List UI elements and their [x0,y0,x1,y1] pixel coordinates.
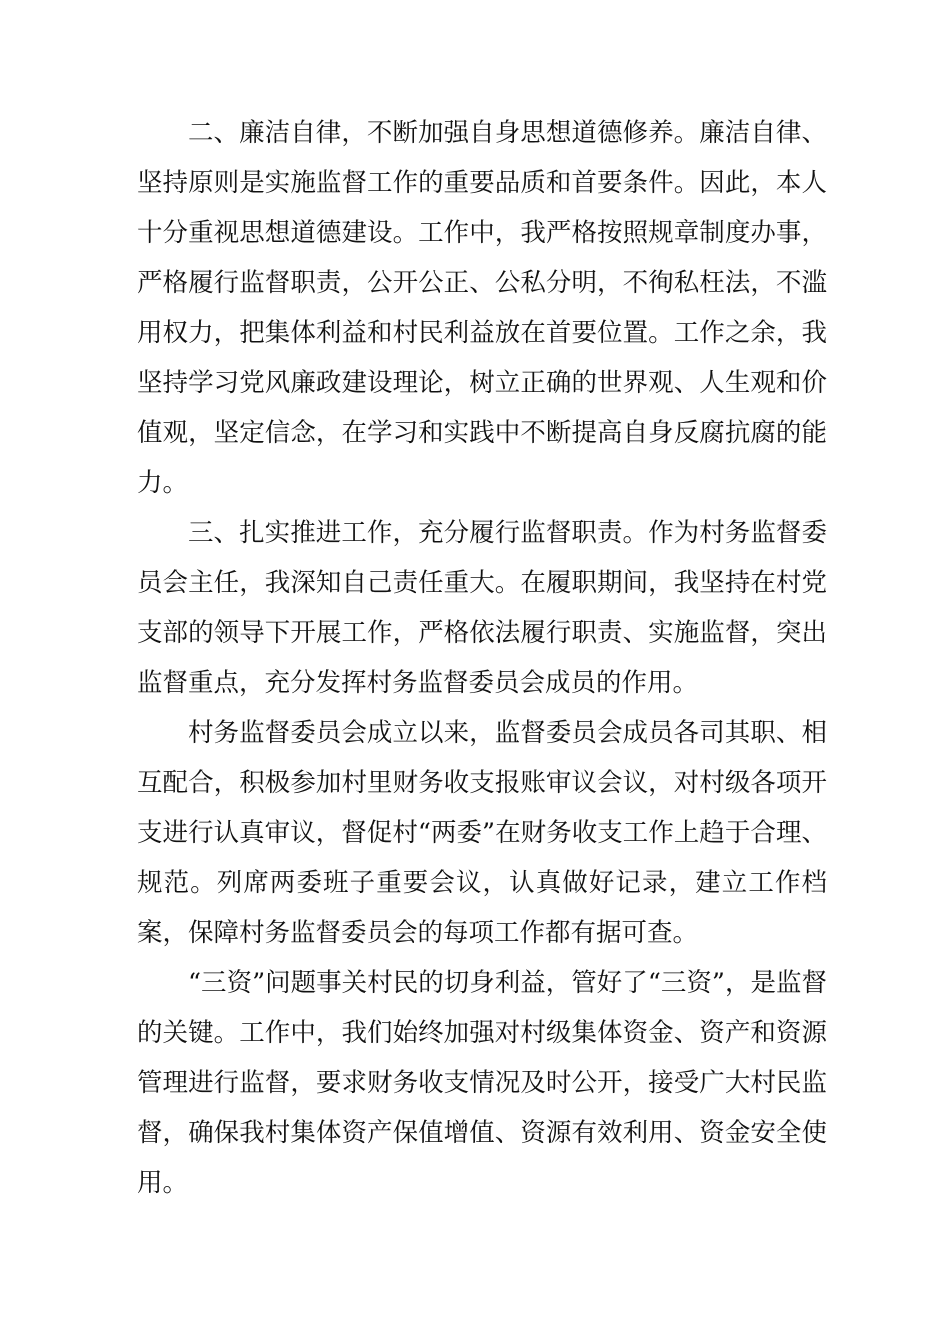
paragraph-committee-work: 村务监督委员会成立以来，监督委员会成员各司其职、相互配合，积极参加村里财务收支报账审议会议，对村级各项开支进行认真审议，督促村“两委”在财务收支工作上趋于合理、规范。列席两委班子重要会议，认真做好记录，建立工作档案，保障村务监督委员会的每项工作都有据可查。 [137,718,827,948]
paragraph-supervision-duty: 三、扎实推进工作，充分履行监督职责。作为村务监督委员会主任，我深知自己责任重大。在履职期间，我坚持在村党支部的领导下开展工作，严格依法履行职责、实施监督，突出监督重点，充分发挥村务监督委员会成员的作用。 [137,518,827,698]
paragraph-integrity: 二、廉洁自律，不断加强自身思想道德修养。廉洁自律、坚持原则是实施监督工作的重要品质和首要条件。因此，本人十分重视思想道德建设。工作中，我严格按照规章制度办事，严格履行监督职责，公开公正、公私分明，不徇私枉法，不滥用权力，把集体利益和村民利益放在首要位置。工作之余，我坚持学习党风廉政建设理论，树立正确的世界观、人生观和价值观，坚定信念，在学习和实践中不断提高自身反腐抗腐的能力。 [137,118,827,498]
document-body [137,108,827,1208]
paragraph-three-assets: “三资”问题事关村民的切身利益，管好了“三资”，是监督的关键。工作中，我们始终加强对村级集体资金、资产和资源管理进行监督，要求财务收支情况及时公开，接受广大村民监督，确保我村集体资产保值增值、资源有效利用、资金安全使用。 [137,968,827,1198]
